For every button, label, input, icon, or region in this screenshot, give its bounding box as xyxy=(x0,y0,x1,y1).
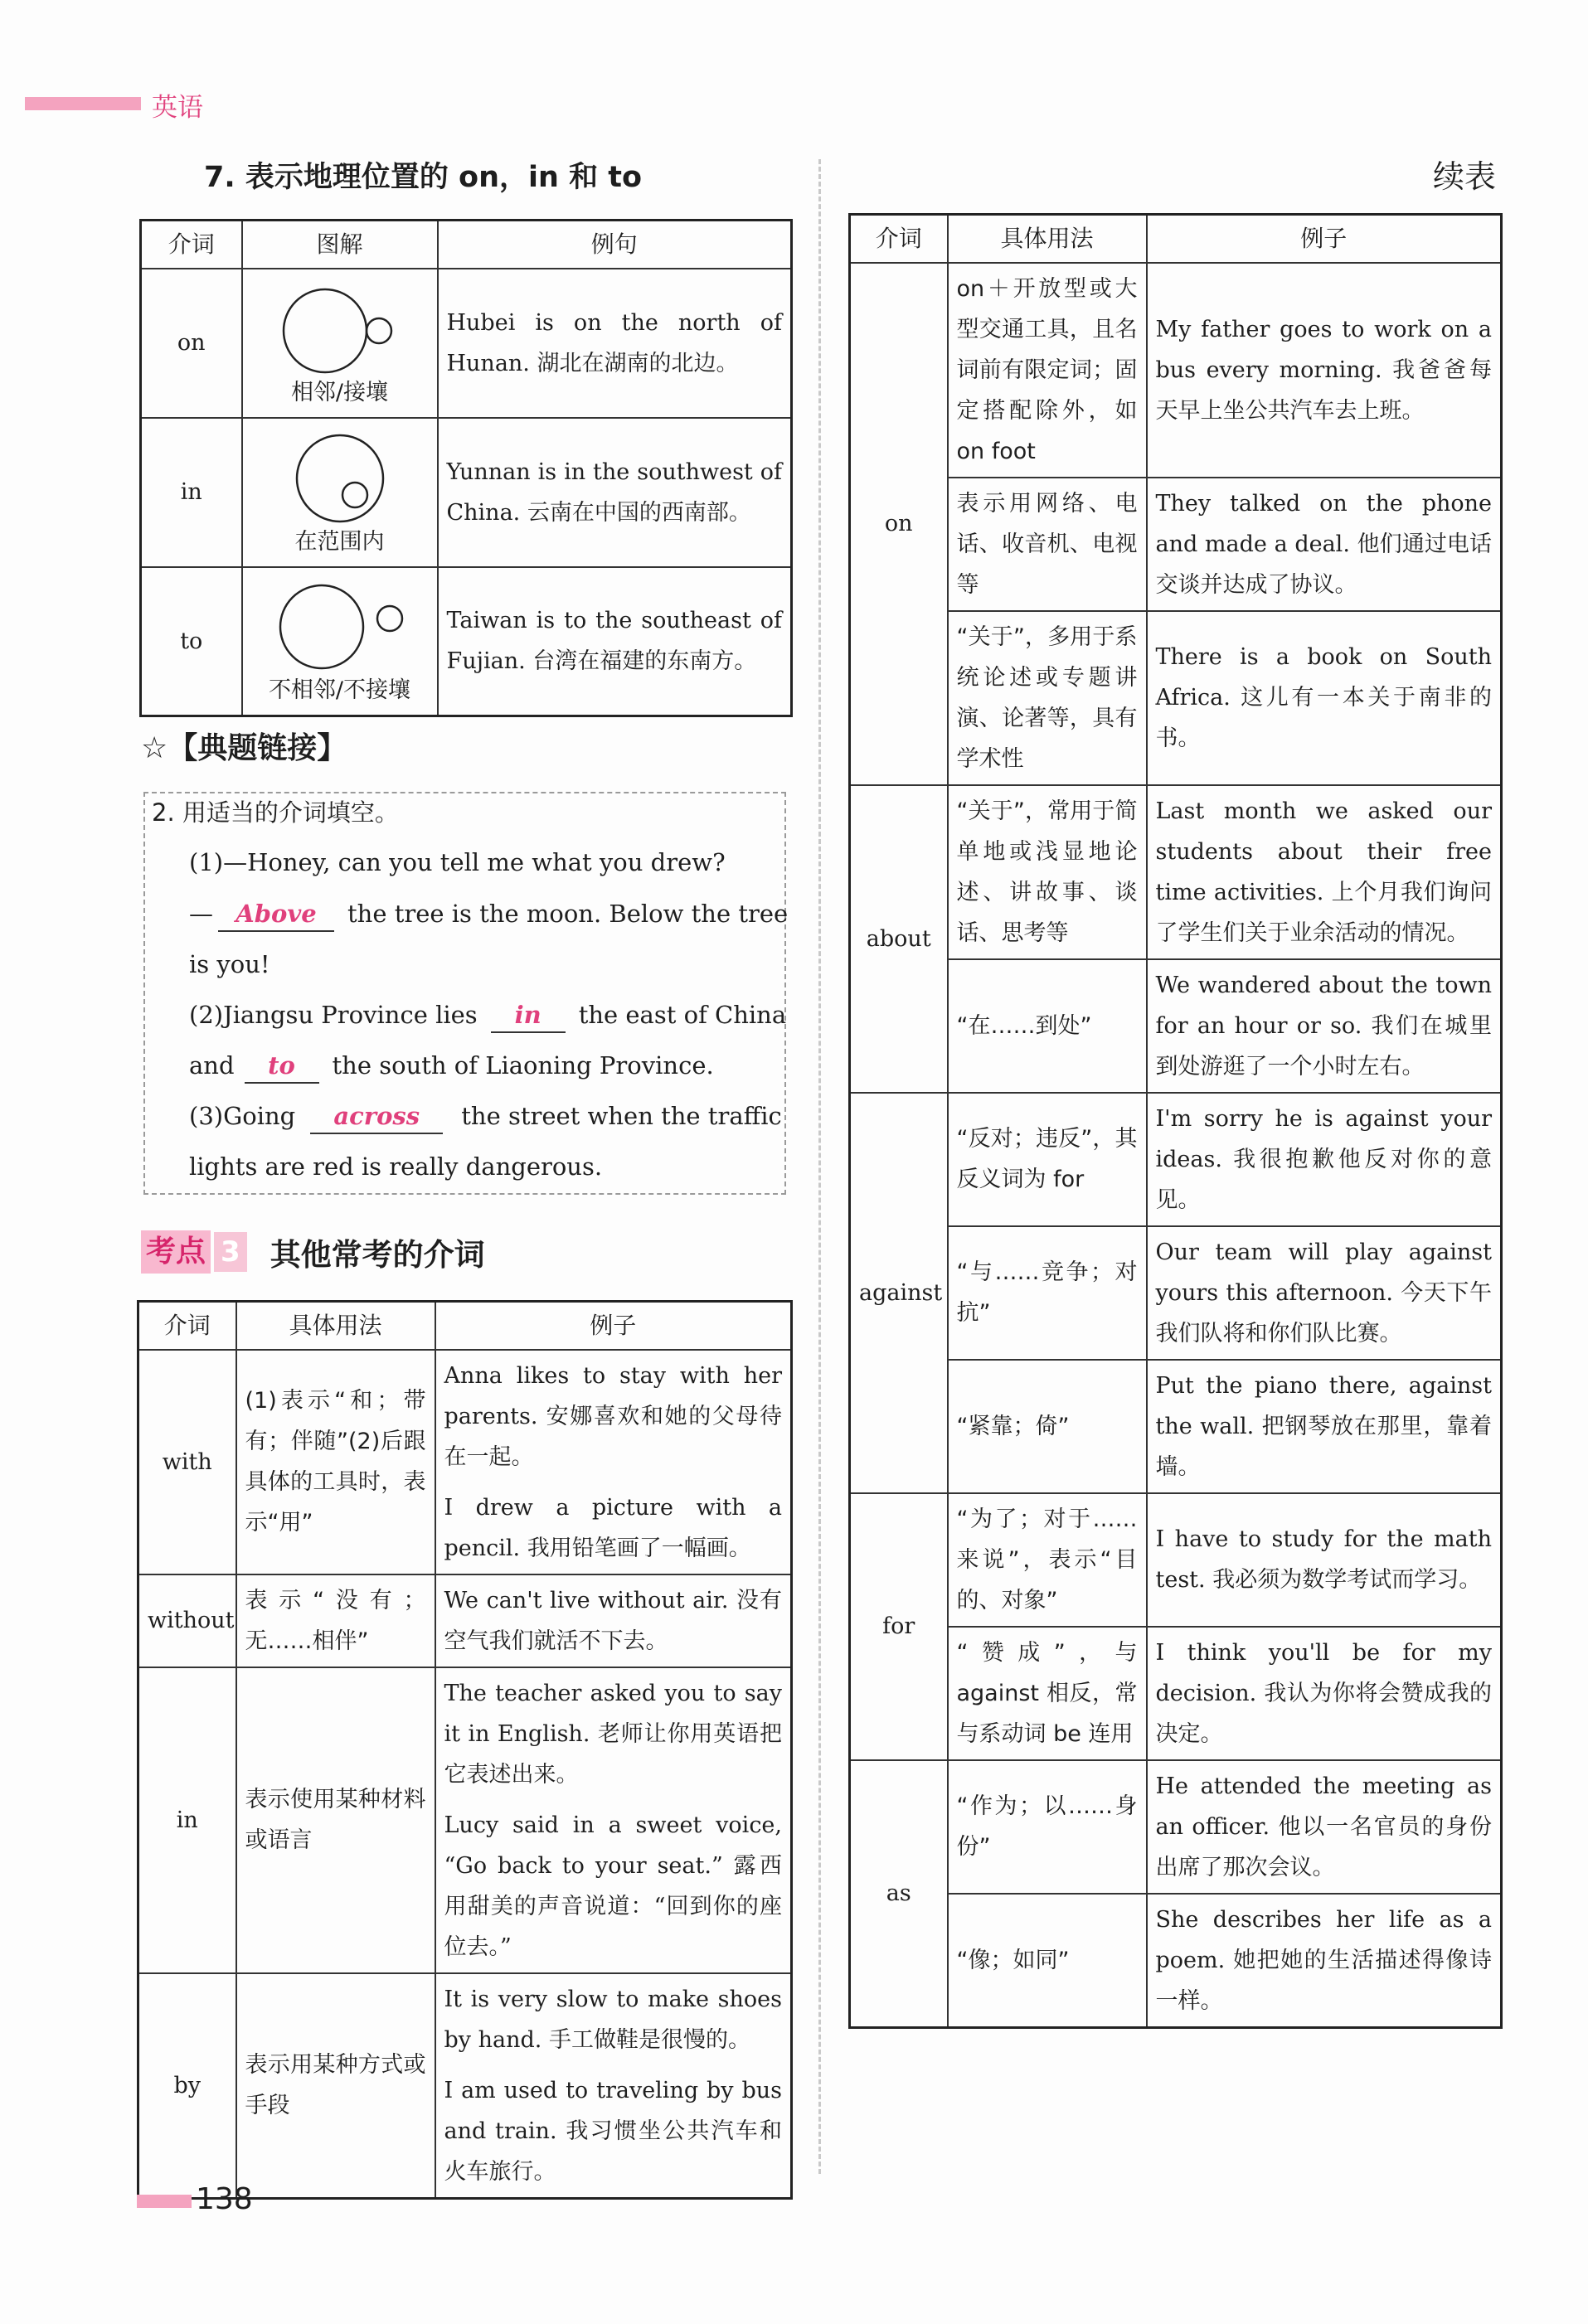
kaodian-title: 其他常考的介词 xyxy=(270,1237,485,1273)
prep-cell: in xyxy=(138,1667,236,1973)
table-row xyxy=(850,611,1502,785)
header-prep: 介词 xyxy=(138,1302,236,1350)
example-cell: They talked on the phone and made a deal. 他们通过电话交谈并达成了协议。 xyxy=(1147,478,1502,611)
question-text: (3)Going xyxy=(189,1102,296,1130)
header-diagram: 图解 xyxy=(242,221,438,269)
table-row xyxy=(138,1350,792,1482)
question-text: (2)Jiangsu Province lies xyxy=(189,1001,478,1029)
example-cell: I have to study for the math test. 我必须为数学考试而学习。 xyxy=(1147,1493,1502,1627)
geo-table xyxy=(139,219,793,717)
table-row xyxy=(141,567,792,716)
diagram-cell xyxy=(242,567,438,716)
prep-cell: about xyxy=(850,785,948,1093)
question-2-line-a xyxy=(189,998,786,1033)
header-prep: 介词 xyxy=(141,221,242,269)
question-3-line-b: lights are red is really dangerous. xyxy=(189,1152,603,1181)
table-row xyxy=(138,1574,792,1667)
answer-blank[interactable]: in xyxy=(491,998,566,1033)
table-row xyxy=(138,1667,792,1800)
diagram-label: 在范围内 xyxy=(294,528,385,555)
question-3-line-a xyxy=(189,1099,782,1134)
dash: — xyxy=(189,900,213,928)
page-number: 138 xyxy=(196,2182,253,2216)
example-cell: Taiwan is to the southeast of Fujian. 台湾在福建的东南方。 xyxy=(438,567,792,716)
question-text: and xyxy=(189,1051,235,1080)
preposition-table-right xyxy=(848,213,1503,2029)
usage-cell: 表示使用某种材料或语言 xyxy=(236,1667,435,1973)
header-prep: 介词 xyxy=(850,215,948,263)
table-row xyxy=(850,478,1502,611)
diagram-cell xyxy=(242,418,438,567)
table-row xyxy=(850,1093,1502,1226)
inside-circles-diagram xyxy=(274,429,406,528)
column-divider xyxy=(818,159,821,2174)
table-row xyxy=(850,785,1502,959)
preposition-table-left xyxy=(137,1300,793,2200)
prep-cell: without xyxy=(138,1574,236,1667)
table-row xyxy=(850,263,1502,478)
example-cell: I drew a picture with a pencil. 我用铅笔画了一幅画。 xyxy=(435,1482,792,1574)
header-sentence: 例句 xyxy=(438,221,792,269)
kaodian-number: 3 xyxy=(214,1232,247,1272)
usage-cell: “在……到处” xyxy=(948,959,1147,1093)
diagram-cell xyxy=(242,269,438,418)
prep-cell: as xyxy=(850,1760,948,2028)
example-cell: I think you'll be for my decision. 我认为你将会赞成我的决定。 xyxy=(1147,1627,1502,1760)
example-cell: I am used to traveling by bus and train. 我习惯坐公共汽车和火车旅行。 xyxy=(435,2065,792,2199)
typical-question-title: ☆【典题链接】 xyxy=(141,731,347,765)
kaodian-label: 考点 xyxy=(141,1230,211,1274)
prep-cell: to xyxy=(141,567,242,716)
example-cell: He attended the meeting as an officer. 他以一名官员的身份出席了那次会议。 xyxy=(1147,1760,1502,1894)
usage-cell: 表示用某种方式或手段 xyxy=(236,1973,435,2199)
answer-blank[interactable]: to xyxy=(245,1049,319,1084)
example-cell: Anna likes to stay with her parents. 安娜喜欢和她的父母待在一起。 xyxy=(435,1350,792,1482)
header-usage: 具体用法 xyxy=(236,1302,435,1350)
prep-cell: for xyxy=(850,1493,948,1760)
usage-cell: “为了；对于……来说”，表示“目的、对象” xyxy=(948,1493,1147,1627)
usage-cell: “与……竞争；对抗” xyxy=(948,1226,1147,1360)
usage-cell: “关于”，多用于系统论述或专题讲演、论著等，具有学术性 xyxy=(948,611,1147,785)
header-bar xyxy=(25,97,141,110)
example-cell: Hubei is on the north of Hunan. 湖北在湖南的北边。 xyxy=(438,269,792,418)
prep-cell: against xyxy=(850,1093,948,1493)
table-row xyxy=(141,418,792,567)
example-cell: She describes her life as a poem. 她把她的生活描述得像诗一样。 xyxy=(1147,1894,1502,2028)
example-cell: Yunnan is in the southwest of China. 云南在中国的西南部。 xyxy=(438,418,792,567)
question-text: the east of China xyxy=(578,1001,787,1029)
usage-cell: “关于”，常用于简单地或浅显地论述、讲故事、谈话、思考等 xyxy=(948,785,1147,959)
usage-cell: (1)表示“和；带有；伴随”(2)后跟具体的工具时，表示“用” xyxy=(236,1350,435,1574)
example-cell: We can't live without air. 没有空气我们就活不下去。 xyxy=(435,1574,792,1667)
question-1-line-a: (1)—Honey, can you tell me what you drew? xyxy=(189,848,726,876)
kaodian-heading xyxy=(141,1230,485,1274)
header-example: 例子 xyxy=(435,1302,792,1350)
question-1-line-c: is you! xyxy=(189,950,270,978)
question-text: the south of Liaoning Province. xyxy=(332,1051,714,1080)
usage-cell: 表示“没有；无……相伴” xyxy=(236,1574,435,1667)
header-example: 例子 xyxy=(1147,215,1502,263)
prep-cell: in xyxy=(141,418,242,567)
prep-cell: on xyxy=(141,269,242,418)
question-text: the street when the traffic xyxy=(461,1102,782,1130)
usage-cell: on＋开放型或大型交通工具，且名词前有限定词；固定搭配除外，如 on foot xyxy=(948,263,1147,478)
table-row xyxy=(850,1360,1502,1493)
example-cell: The teacher asked you to say it in English. 老师让你用英语把它表述出来。 xyxy=(435,1667,792,1800)
subject-label: 英语 xyxy=(152,93,203,123)
usage-cell: “反对；违反”，其反义词为 for xyxy=(948,1093,1147,1226)
example-cell: It is very slow to make shoes by hand. 手工做鞋是很慢的。 xyxy=(435,1973,792,2065)
question-2-line-b xyxy=(189,1049,714,1084)
header-usage: 具体用法 xyxy=(948,215,1147,263)
adjacent-circles-diagram xyxy=(274,279,406,379)
table-row xyxy=(850,1493,1502,1627)
table-row xyxy=(141,269,792,418)
answer-blank[interactable]: Above xyxy=(218,897,334,932)
section-7-title: 7. 表示地理位置的 on，in 和 to xyxy=(204,161,643,194)
table-row xyxy=(850,1760,1502,1894)
question-text: the tree is the moon. Below the tree xyxy=(347,900,789,928)
table-row xyxy=(850,959,1502,1093)
footer-bar xyxy=(137,2195,192,2208)
usage-cell: 表示用网络、电话、收音机、电视等 xyxy=(948,478,1147,611)
example-cell: Lucy said in a sweet voice, “Go back to your seat.” 露西用甜美的声音说道：“回到你的座位去。” xyxy=(435,1800,792,1973)
table-row xyxy=(850,1627,1502,1760)
diagram-label: 相邻/接壤 xyxy=(290,379,389,405)
table-row xyxy=(850,1226,1502,1360)
table-row xyxy=(138,1973,792,2065)
usage-cell: “紧靠；倚” xyxy=(948,1360,1147,1493)
answer-blank[interactable]: across xyxy=(310,1099,443,1134)
example-cell: There is a book on South Africa. 这儿有一本关于南非的书。 xyxy=(1147,611,1502,785)
usage-cell: “作为；以……身份” xyxy=(948,1760,1147,1894)
prep-cell: by xyxy=(138,1973,236,2199)
question-1-line-b xyxy=(189,897,788,932)
continued-label: 续表 xyxy=(1433,158,1497,195)
prep-cell: on xyxy=(850,263,948,785)
example-cell: Our team will play against yours this afternoon. 今天下午我们队将和你们队比赛。 xyxy=(1147,1226,1502,1360)
usage-cell: “赞成”，与 against 相反，常与系动词 be 连用 xyxy=(948,1627,1147,1760)
example-cell: Last month we asked our students about their free time activities. 上个月我们询问了学生们关于业余活动的情况。 xyxy=(1147,785,1502,959)
example-cell: I'm sorry he is against your ideas. 我很抱歉他反对你的意见。 xyxy=(1147,1093,1502,1226)
example-cell: Put the piano there, against the wall. 把钢琴放在那里，靠着墙。 xyxy=(1147,1360,1502,1493)
prep-cell: with xyxy=(138,1350,236,1574)
question-title: 2. 用适当的介词填空。 xyxy=(152,798,399,827)
diagram-label: 不相邻/不接壤 xyxy=(268,677,411,704)
usage-cell: “像；如同” xyxy=(948,1894,1147,2028)
example-cell: My father goes to work on a bus every morning. 我爸爸每天早上坐公共汽车去上班。 xyxy=(1147,263,1502,478)
separate-circles-diagram xyxy=(265,577,415,677)
table-row xyxy=(850,1894,1502,2028)
example-cell: We wandered about the town for an hour or so. 我们在城里到处游逛了一个小时左右。 xyxy=(1147,959,1502,1093)
